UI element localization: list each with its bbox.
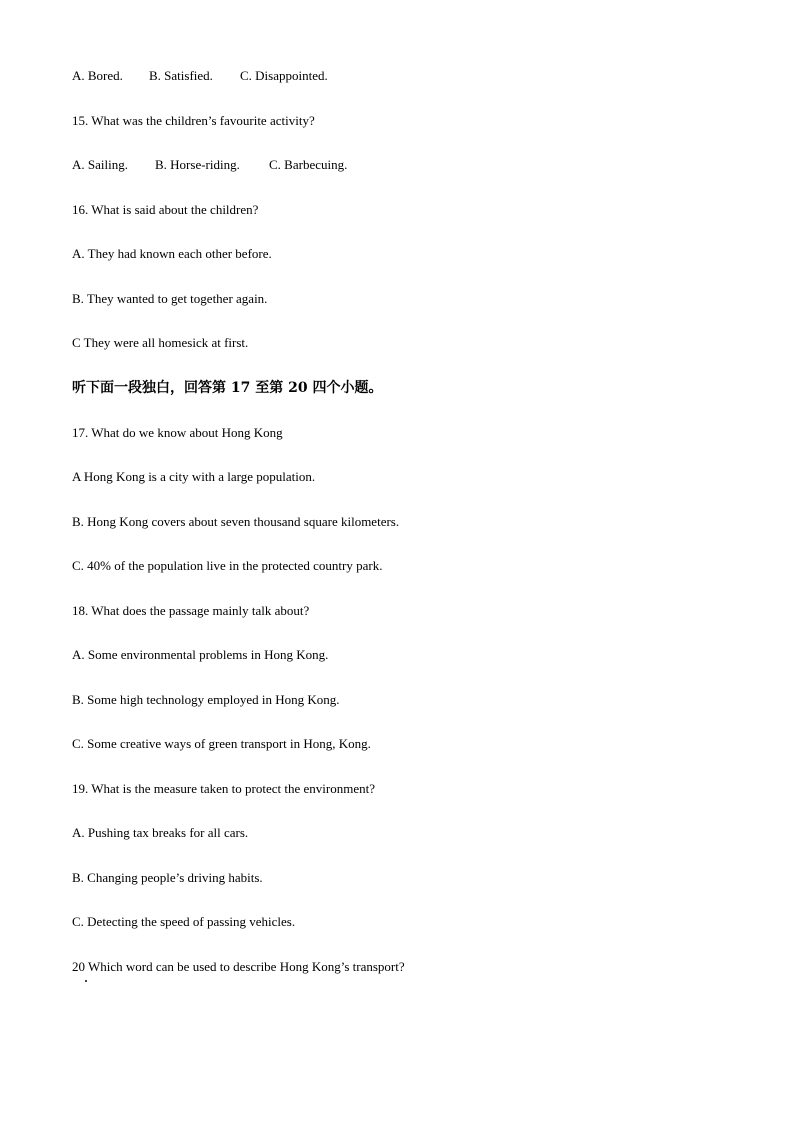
q14-option-c: C. Disappointed. <box>240 68 328 83</box>
q18-option-a: A. Some environmental problems in Hong Kong. <box>72 647 329 662</box>
q18-question: 18. What does the passage mainly talk about? <box>72 603 310 618</box>
q17-option-c: C. 40% of the population live in the protected country park. <box>72 558 383 573</box>
q14-option-a: A. Bored. <box>72 68 123 83</box>
q19-option-c: C. Detecting the speed of passing vehicles. <box>72 914 296 929</box>
q16-option-b: B. They wanted to get together again. <box>72 291 268 306</box>
q20-question: 20 Which word can be used to describe Hong Kong’s transport? <box>72 959 405 974</box>
q17-option-b: B. Hong Kong covers about seven thousand square kilometers. <box>72 514 400 529</box>
q18-option-c: C. Some creative ways of green transport in Hong, Kong. <box>72 736 371 751</box>
q15-options <box>72 157 347 173</box>
section-heading: 听下面一段独白，回答第 17 至第 20 四个小题。 <box>72 380 383 396</box>
q19-question: 19. What is the measure taken to protect the environment? <box>72 781 375 796</box>
q14-options <box>72 68 328 84</box>
q15-option-b: B. Horse-riding. <box>155 157 240 172</box>
q19-option-b: B. Changing people’s driving habits. <box>72 870 263 885</box>
q18-option-b: B. Some high technology employed in Hong Kong. <box>72 692 340 707</box>
q14-option-b: B. Satisfied. <box>149 68 213 83</box>
q17-option-a: A Hong Kong is a city with a large population. <box>72 469 316 484</box>
q15-option-a: A. Sailing. <box>72 157 128 172</box>
q16-option-a: A. They had known each other before. <box>72 246 272 261</box>
q16-question: 16. What is said about the children? <box>72 202 259 217</box>
stray-mark <box>85 980 87 982</box>
q15-option-c: C. Barbecuing. <box>269 157 348 172</box>
q17-question: 17. What do we know about Hong Kong <box>72 425 283 440</box>
q15-question: 15. What was the children’s favourite activity? <box>72 113 315 128</box>
q16-option-c: C They were all homesick at first. <box>72 335 249 350</box>
q19-option-a: A. Pushing tax breaks for all cars. <box>72 825 249 840</box>
